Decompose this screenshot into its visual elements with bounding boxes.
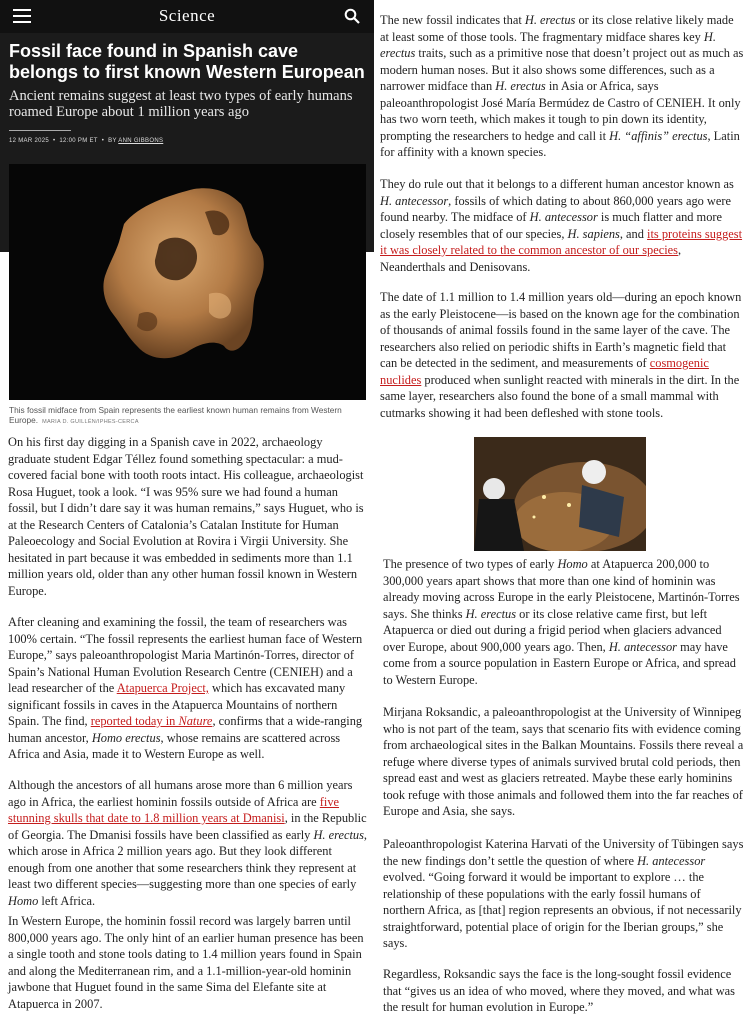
paragraph-text: , whose remains are scattered across Africa and Asia, made it to Western Europe as well. <box>8 730 341 761</box>
paragraph <box>8 614 368 763</box>
paragraph-text: Mirjana Roksandic, a paleoanthropologist at the University of Winnipeg who is not part of the team, says that scenario fits with evidence coming from archaeological sites in the Balkan Mountains. Fossils there reveal a refuge where diverse types of animals survived brutal cold periods, then spread east and west as glaciers retreated. Maybe these early hominins took refuge with those animals and followed them into the far reaches of Europe and Asia, she says. <box>383 705 744 818</box>
paragraph-text: , which arose in Africa 2 million years ago. But they look different enough from one another that some researchers think they represent at least two different species—suggesting more than one species of early <box>8 827 368 891</box>
paragraph <box>383 556 745 688</box>
site-logo[interactable]: Science <box>158 6 216 25</box>
author-link[interactable]: ANN GIBBONS <box>118 138 164 144</box>
paragraph-text: , Latin for affinity with a known species. <box>380 128 740 159</box>
paragraph <box>8 777 368 909</box>
excavation-photo <box>474 437 646 551</box>
species-name: Homo <box>8 893 39 908</box>
caption-text: This fossil midface from Spain represents the earliest known human remains from Western Europe. <box>9 405 342 425</box>
paragraph <box>380 176 744 275</box>
paragraph <box>380 289 744 421</box>
left-column <box>0 0 374 1011</box>
paragraph-text: produced when sunlight reacted with minerals in the dirt. In the same layer, researchers also found the bone of a small mammal with cutmarks showing it had been defleshed with stone tools. <box>380 372 740 420</box>
paragraph-text: evolved. “Going forward it would be important to explore … the relationship of these populations with the early fossil humans of northern Africa, as [that] region represents an obvious, if not necessarily straightforward, potential place of origin for the Iberian groups,” she says. <box>383 870 742 950</box>
species-name: H. erectus <box>380 29 716 60</box>
species-name: H. erectus <box>313 827 364 842</box>
paragraph-text: left Africa. <box>38 893 96 908</box>
paragraph-text: may have come from a source population in Eastern Europe or Africa, and spread to Western Europe. <box>383 639 737 687</box>
species-name: H. “affinis” erectus <box>609 128 708 143</box>
dmanisi-skulls-link[interactable]: five stunning skulls that date to 1.8 million years at Dmanisi <box>8 794 340 825</box>
paragraph-text: The new fossil indicates that <box>380 13 525 27</box>
paragraph-text: In Western Europe, the hominin fossil record was largely barren until 800,000 years ago. The only hint of an earlier human presence has been a single tooth and stone tools dating to 1.4 million years found in Spain and along the Mediterranean rim, and a 1.1-million-year-old hominin jawbone that Huguet found in the same Sima del Elefante site at Atapuerca in 2007. <box>8 914 364 1011</box>
paragraph-text: They do rule out that it belongs to a different human ancestor known as <box>380 177 734 191</box>
paragraph-text: which has excavated many significant fossils in caves in the Atapuerca Mountains of northern Spain. The find, <box>8 681 346 728</box>
paragraph-text: in Asia or Africa, says paleoanthropologist José María Bermúdez de Castro of CENIEH. It only has two worn teeth, which makes it tough to pin down its identity, prompting the researchers to hedge and call it <box>380 79 741 143</box>
paragraph-text: or its close relative came first, but left Atapuerca or died out during a frigid period when glaciers advanced over Europe, about 900,000 years ago. Then, <box>383 606 722 654</box>
paragraph <box>380 12 744 161</box>
byline: 12 MAR 2025 • 12:00 PM ET • BY ANN GIBBONS <box>9 138 164 144</box>
paragraph-text: Although the ancestors of all humans arose more than 6 million years ago in Africa, the earliest hominin fossils outside of Africa are <box>8 778 353 809</box>
link-text: reported today in <box>90 714 179 728</box>
species-name: H. erectus <box>465 606 517 621</box>
species-name: H. erectus <box>524 13 576 27</box>
publish-date: 12 MAR 2025 <box>9 138 49 144</box>
paragraph <box>8 913 368 1012</box>
top-bar <box>0 0 374 33</box>
paragraph <box>383 704 745 820</box>
paragraph-text: Regardless, Roksandic says the face is the long-sought fossil evidence that “gives us an idea of who moved, where they moved, and what was the result for human evolution in Europe.” <box>383 967 736 1014</box>
species-name: H. antecessor <box>529 210 598 224</box>
paragraph <box>383 966 745 1016</box>
paragraph-text: The presence of two types of early <box>383 557 558 571</box>
species-name: H. sapiens <box>567 226 620 241</box>
paragraph-text: or its close relative likely made at least some of those tools. The fragmentary midface shares key <box>380 13 734 44</box>
paragraph-text: After cleaning and examining the fossil, the team of researchers was 100% certain. “The fossil represents the earliest human face of Western Europe,” says paleoanthropologist Maria Martinón-Torres, director of Spain’s National Human Evolution Research Centre (CENIEH) and a lead researcher of the <box>8 615 363 695</box>
headline: Fossil face found in Spanish cave belongs to first known Western European <box>9 41 365 82</box>
cosmogenic-nuclides-link[interactable]: cosmogenic nuclides <box>380 356 709 387</box>
by-label: BY <box>108 138 117 144</box>
species-name: Homo erectus <box>91 730 161 745</box>
species-name: H. antecessor <box>380 193 449 208</box>
paragraph-text: , fossils of which dating to about 860,000 years ago were found nearby. The midface of <box>380 193 732 224</box>
paragraph-text: On his first day digging in a Spanish cave in 2022, archaeology graduate student Edgar Téllez found something spectacular: a mud-covered facial bone with tooth roots intact. His colleague, archaeologist Rosa Huguet, took a look. “I was 95% sure we had found a human fossil, but I didn’t dare say it was human remains,” says Huguet, who is at the Research Centers of Catalonia’s Catalan Institute for Human Paleoecology and Social Evolution at Rovira i Virgii University. She hesitated in part because it was embedded in sediments more than 1.1 million years old, older than any other human fossil known in Western Europe. <box>8 435 364 598</box>
species-name: Homo <box>557 557 588 571</box>
photo-caption <box>9 405 369 427</box>
paragraph-text: , confirms that a wide-ranging human ancestor, <box>8 714 363 745</box>
dek: Ancient remains suggest at least two types of early humans roamed Europe about 1 million years ago <box>9 88 353 120</box>
nature-report-link[interactable] <box>91 714 213 728</box>
paragraph-text: , and <box>619 226 648 241</box>
photo-credit: MARIA D. GUILLÉN/IPHES-CERCA <box>42 419 139 425</box>
link-text: Nature <box>178 714 213 728</box>
atapuerca-project-link[interactable]: Atapuerca Project, <box>116 681 209 695</box>
proteins-study-link[interactable]: its proteins suggest it was closely related to the common ancestor of our species <box>380 226 743 257</box>
paragraph <box>383 836 745 952</box>
search-icon[interactable] <box>344 8 360 24</box>
paragraph-text: Paleoanthropologist Katerina Harvati of the University of Tübingen says the new findings don’t settle the question of where <box>383 837 744 868</box>
paragraph-text: , Neanderthals and Denisovans. <box>380 243 682 274</box>
fossil-photo <box>9 164 366 400</box>
paragraph <box>8 434 368 599</box>
paragraph-text: , in the Republic of Georgia. The Dmanisi fossils have been classified as early <box>8 811 367 842</box>
paragraph-text: The date of 1.1 million to 1.4 million years old—during an epoch known as the early Pleistocene—is based on the known age for the combination of thousands of animal fossils found in the same layer of the cave. The researchers also relied on periodic shifts in Earth’s magnetic field that can be detected in the sediment, and measurements of <box>380 290 742 370</box>
species-name: H. erectus <box>495 79 546 93</box>
paragraph-text: traits, such as a primitive nose that doesn’t project out as much as modern human noses. But it also shows some differences, such as a narrower midface than <box>380 46 744 93</box>
publish-time: 12:00 PM ET <box>59 138 98 144</box>
species-name: H. antecessor <box>608 639 677 654</box>
paragraph-text: at Atapuerca 200,000 to 300,000 years apart shows that more than one kind of hominin was already moving across Europe in the early Pleistocene, Martinón-Torres says. She thinks <box>383 557 740 621</box>
species-name: H. antecessor <box>637 853 706 868</box>
paragraph-text: is much flatter and more closely resembles that of our species, <box>380 210 723 241</box>
